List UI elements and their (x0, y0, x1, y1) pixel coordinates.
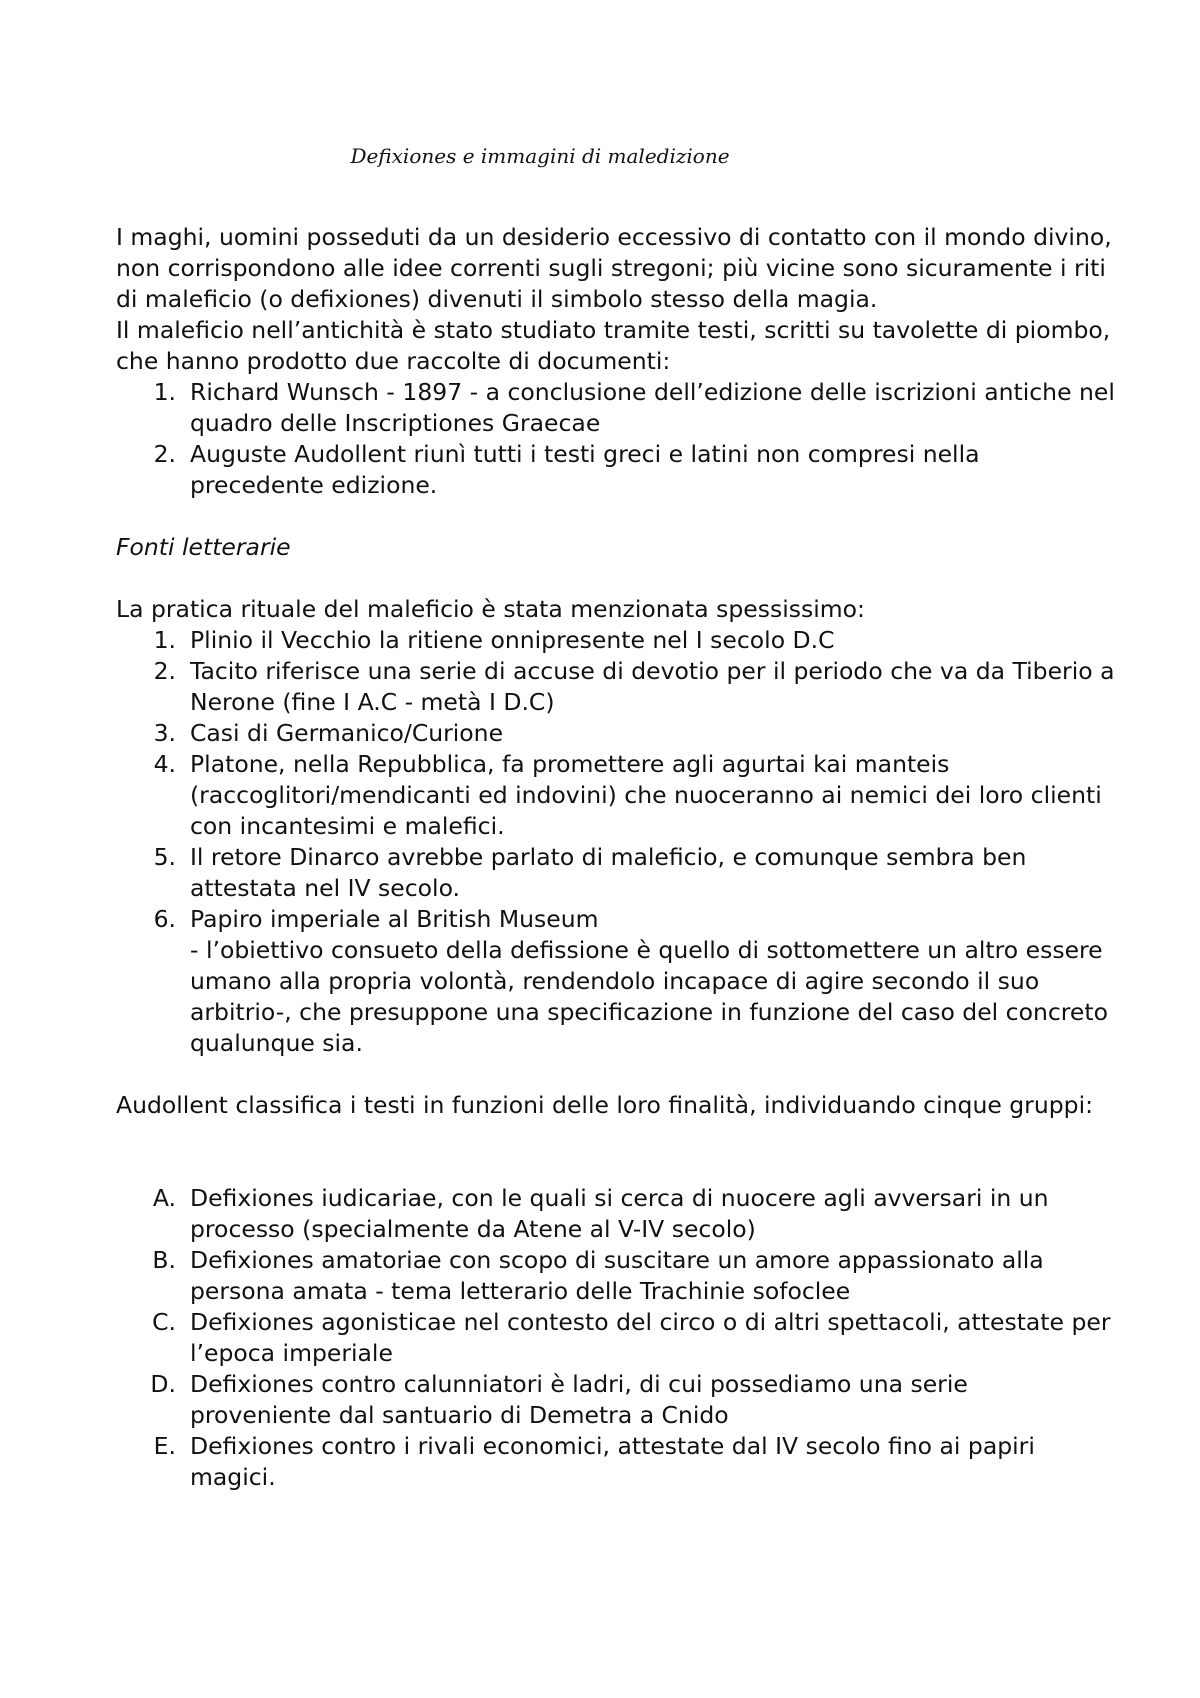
list-marker: 3. (153, 719, 176, 747)
list-marker: 4. (153, 750, 176, 778)
list-marker: B. (152, 1246, 176, 1274)
list-item (116, 1369, 1116, 1431)
list-marker: A. (152, 1184, 176, 1212)
second-paragraph: Il maleficio nell’antichità è stato studiato tramite testi, scritti su tavolette di piombo, che hanno prodotto due raccolte di documenti: (116, 316, 1111, 375)
list-item (116, 904, 1116, 1059)
list-item (116, 749, 1116, 842)
document-body (116, 222, 1116, 1493)
list-item-text: Defixiones amatoriae con scopo di suscitare un amore appassionato alla persona amata - tema letterario delle Trachinie sofoclee (190, 1246, 1044, 1305)
list-item (116, 1183, 1116, 1245)
sources-list (116, 625, 1116, 1059)
list-item (116, 439, 1116, 501)
list-item-text: Auguste Audollent riunì tutti i testi greci e latini non compresi nella precedente edizione. (190, 440, 980, 499)
list-marker: 1. (153, 378, 176, 406)
list-marker: 2. (153, 657, 176, 685)
list-item-text: Platone, nella Repubblica, fa promettere agli agurtai kai manteis (raccoglitori/mendicanti ed indovini) che nuoceranno ai nemici dei loro clienti con incantesimi e malefici. (190, 750, 1102, 840)
list-item (116, 656, 1116, 718)
section-heading: Fonti letterarie (116, 533, 291, 561)
spacer (116, 1059, 1116, 1090)
list-marker: 1. (153, 626, 176, 654)
list-item-text: Defixiones contro i rivali economici, attestate dal IV secolo fino ai papiri magici. (190, 1432, 1035, 1491)
list-marker: C. (152, 1308, 176, 1336)
sources-intro: La pratica rituale del maleficio è stata menzionata spessissimo: (116, 595, 865, 623)
spacer (116, 501, 1116, 532)
groups-list (116, 1183, 1116, 1493)
intro-paragraph: I maghi, uomini posseduti da un desiderio eccessivo di contatto con il mondo divino, non corrispondono alle idee correnti sugli stregoni; più vicine sono sicuramente i riti di maleficio (o defixiones) divenuti il simbolo stesso della magia. (116, 223, 1112, 313)
list-item (116, 1245, 1116, 1307)
list-item-text: Richard Wunsch - 1897 - a conclusione dell’edizione delle iscrizioni antiche nel quadro delle Inscriptiones Graecae (190, 378, 1115, 437)
list-item-text: Plinio il Vecchio la ritiene onnipresente nel I secolo D.C (190, 626, 835, 654)
list-marker: 6. (153, 905, 176, 933)
list-item-text: Defixiones iudicariae, con le quali si cerca di nuocere agli avversari in un processo (specialmente da Atene al V-IV secolo) (190, 1184, 1049, 1243)
collections-list (116, 377, 1116, 501)
list-item-text: Defixiones agonisticae nel contesto del circo o di altri spettacoli, attestate per l’epoca imperiale (190, 1308, 1111, 1367)
list-marker: 2. (153, 440, 176, 468)
list-item (116, 625, 1116, 656)
list-item (116, 1431, 1116, 1493)
spacer (116, 563, 1116, 594)
list-item-text: Casi di Germanico/Curione (190, 719, 504, 747)
list-marker: E. (153, 1432, 176, 1460)
list-item (116, 377, 1116, 439)
list-item-text: Papiro imperiale al British Museum (190, 905, 599, 933)
list-item-text: Tacito riferisce una serie di accuse di devotio per il periodo che va da Tiberio a Nerone (fine I A.C - metà I D.C) (190, 657, 1115, 716)
list-item-text: Il retore Dinarco avrebbe parlato di maleficio, e comunque sembra ben attestata nel IV secolo. (190, 843, 1027, 902)
list-item (116, 1307, 1116, 1369)
classification-intro: Audollent classifica i testi in funzioni delle loro finalità, individuando cinque gruppi: (116, 1091, 1094, 1119)
list-marker: D. (150, 1370, 176, 1398)
document-title: Defixiones e immagini di maledizione (350, 144, 730, 168)
list-item (116, 842, 1116, 904)
list-item (116, 718, 1116, 749)
spacer (116, 1121, 1116, 1183)
list-marker: 5. (153, 843, 176, 871)
list-item-subtext: - l’obiettivo consueto della defissione è quello di sottomettere un altro essere umano alla propria volontà, rendendolo incapace di agire secondo il suo arbitrio-, che presuppone una specificazione in funzione del caso del concreto qualunque sia. (190, 936, 1108, 1057)
list-item-text: Defixiones contro calunniatori è ladri, di cui possediamo una serie proveniente dal santuario di Demetra a Cnido (190, 1370, 968, 1429)
